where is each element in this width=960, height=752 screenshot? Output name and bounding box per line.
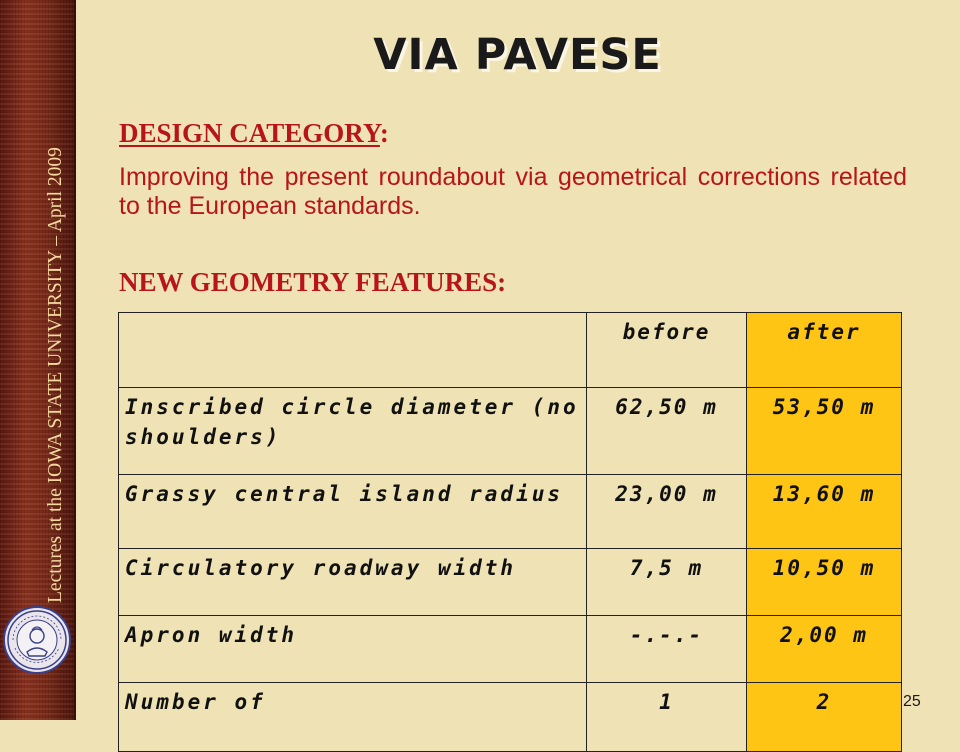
row-label: Circulatory roadway width xyxy=(119,549,587,616)
row-after-value: 13,60 m xyxy=(747,475,902,549)
row-before-value: 1 xyxy=(587,683,747,752)
row-before-value: 23,00 m xyxy=(587,475,747,549)
design-category-heading xyxy=(119,118,389,149)
design-category-text: Improving the present roundabout via geometrical corrections related to the European standards. xyxy=(119,163,907,220)
slide-title: VIA PAVESE xyxy=(373,30,662,80)
row-label: Grassy central island radius xyxy=(119,475,587,549)
header-before-cell: before xyxy=(587,313,747,388)
table-header-row xyxy=(119,313,902,388)
row-before-value: 62,50 m xyxy=(587,388,747,475)
row-after-value: 10,50 m xyxy=(747,549,902,616)
sidebar-text: Lectures at the IOWA STATE UNIVERSITY – April 2009 xyxy=(45,147,66,603)
row-label: Number of xyxy=(119,683,587,752)
table-row xyxy=(119,616,902,683)
features-table xyxy=(118,312,902,752)
table-row xyxy=(119,388,902,475)
row-after-value: 2 xyxy=(747,683,902,752)
row-label: Apron width xyxy=(119,616,587,683)
row-before-value: 7,5 m xyxy=(587,549,747,616)
table-row xyxy=(119,549,902,616)
features-heading: NEW GEOMETRY FEATURES: xyxy=(119,267,507,297)
header-after-cell: after xyxy=(747,313,902,388)
table-row xyxy=(119,683,902,752)
university-seal-icon xyxy=(3,606,71,674)
row-label: Inscribed circle diameter (no shoulders) xyxy=(119,388,587,475)
row-before-value: -.-.- xyxy=(587,616,747,683)
design-category-colon: : xyxy=(379,118,389,148)
page-number: 25 xyxy=(903,693,921,710)
header-label-cell xyxy=(119,313,587,388)
design-category-label: DESIGN CATEGORY xyxy=(119,118,380,148)
row-after-value: 53,50 m xyxy=(747,388,902,475)
table-row xyxy=(119,475,902,549)
row-after-value: 2,00 m xyxy=(747,616,902,683)
sidebar-banner xyxy=(0,0,76,720)
